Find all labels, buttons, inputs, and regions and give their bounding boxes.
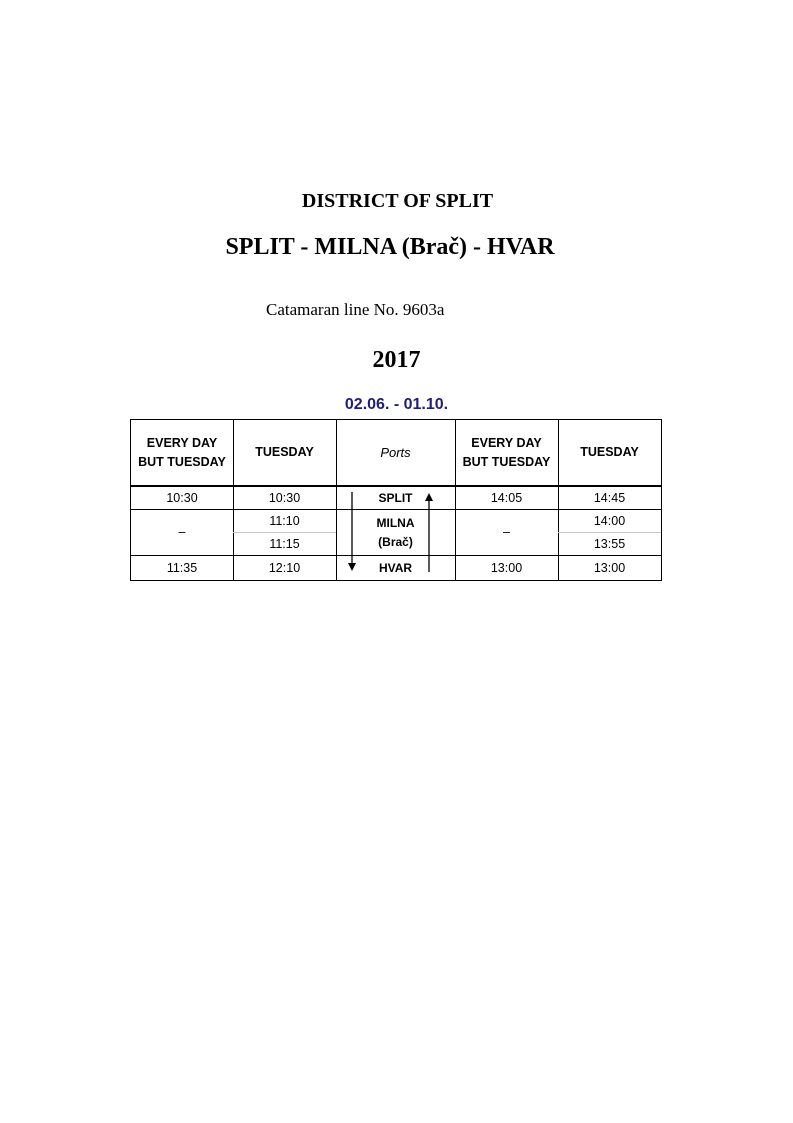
milna-return-tuesday-arrival: 14:00 (593, 513, 626, 528)
timetable (130, 419, 662, 581)
year: 2017 (372, 347, 421, 373)
milna-outbound-everyday: – (178, 525, 186, 539)
milna-return-tuesday-departure: 13:55 (593, 536, 626, 551)
port-split: SPLIT (378, 490, 413, 505)
hvar-return-tuesday: 13:00 (593, 560, 626, 575)
port-milna: MILNA (Brač) (376, 515, 415, 549)
header-everyday-outbound: EVERY DAY BUT TUESDAY (138, 435, 226, 469)
validity-period: 02.06. - 01.10. (344, 396, 449, 413)
port-hvar: HVAR (378, 560, 413, 575)
hvar-return-everyday: 13:00 (490, 560, 523, 575)
district-title: DISTRICT OF SPLIT (301, 190, 494, 212)
header-tuesday-return: TUESDAY (580, 445, 639, 459)
hvar-outbound-everyday: 11:35 (166, 560, 198, 575)
milna-return-everyday: – (503, 525, 510, 539)
milna-outbound-tuesday-departure: 11:15 (269, 536, 300, 551)
split-return-tuesday: 14:45 (593, 490, 626, 505)
header-ports: Ports (380, 445, 411, 460)
split-outbound-everyday: 10:30 (166, 490, 198, 505)
route-title: SPLIT - MILNA (Brač) - HVAR (225, 234, 555, 260)
header-tuesday-outbound: TUESDAY (255, 445, 314, 459)
header-everyday-return: EVERY DAY BUT TUESDAY (462, 435, 551, 469)
line-number: Catamaran line No. 9603a (266, 300, 445, 319)
milna-outbound-tuesday-arrival: 11:10 (269, 513, 300, 528)
split-return-everyday: 14:05 (490, 490, 523, 505)
hvar-outbound-tuesday: 12:10 (268, 560, 301, 575)
split-outbound-tuesday: 10:30 (268, 490, 301, 505)
